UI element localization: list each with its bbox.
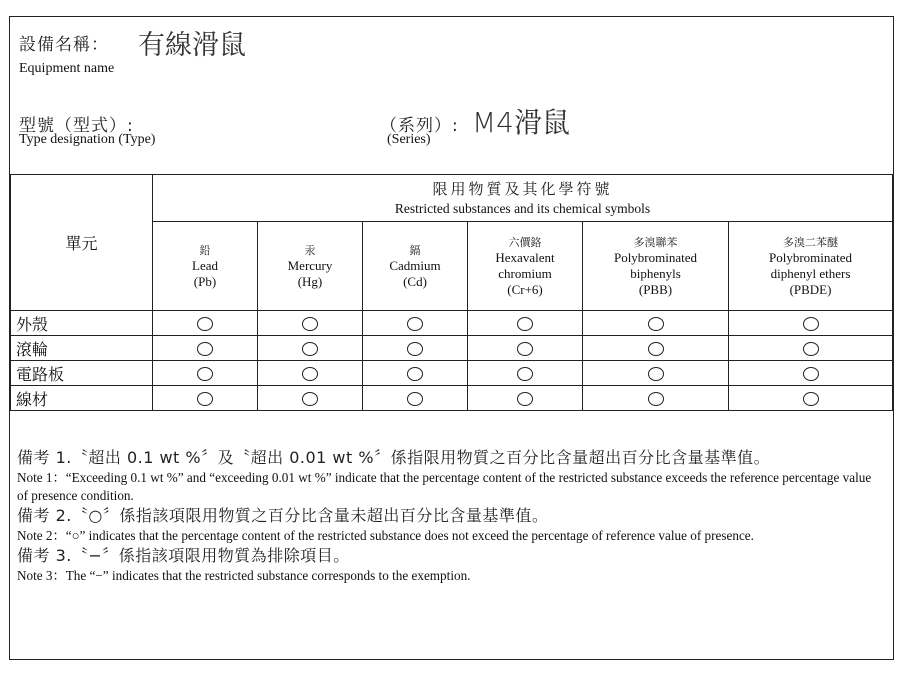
circle-mark-icon (517, 367, 533, 381)
substance-header-lead (153, 222, 258, 311)
pbb-en-2: biphenyls (630, 265, 681, 281)
substance-cell (583, 386, 729, 411)
circle-mark-icon (648, 342, 664, 356)
unit-name: 線材 (11, 386, 153, 411)
pbb-en-1: Polybrominated (613, 249, 698, 265)
substance-cell (583, 311, 729, 336)
circle-mark-icon (302, 317, 318, 331)
substance-cell (258, 311, 363, 336)
substance-cell (729, 361, 893, 386)
type-designation-label-zh: 型號（型式）: (19, 116, 134, 136)
circle-mark-icon (407, 342, 423, 356)
cadmium-symbol: (Cd) (403, 273, 427, 289)
unit-name: 滾輪 (11, 336, 153, 361)
substance-cell (468, 311, 583, 336)
cadmium-en: Cadmium (389, 257, 441, 273)
chromium-zh: 六價鉻 (508, 235, 542, 249)
circle-mark-icon (197, 392, 213, 406)
circle-mark-icon (648, 367, 664, 381)
substance-cell (153, 336, 258, 361)
note3-en: Note 3：The “−” indicates that the restricted substance corresponds to the exemption. (17, 568, 471, 583)
pbde-symbol: (PBDE) (789, 281, 832, 297)
substance-rows (11, 311, 893, 411)
substance-cell (258, 361, 363, 386)
chromium-en-2: chromium (498, 265, 552, 281)
circle-mark-icon (517, 342, 533, 356)
equipment-name-value: 有線滑鼠 (138, 30, 246, 61)
substance-cell (583, 361, 729, 386)
equipment-name-label-zh: 設備名稱： (19, 35, 109, 55)
substance-header-chromium (468, 222, 583, 311)
substance-cell (363, 361, 468, 386)
circle-mark-icon (197, 367, 213, 381)
unit-name: 外殼 (11, 311, 153, 336)
table-row (11, 311, 893, 336)
substance-cell (363, 336, 468, 361)
chromium-symbol: (Cr+6) (507, 281, 543, 297)
substance-cell (153, 311, 258, 336)
circle-mark-icon (302, 342, 318, 356)
lead-zh: 鉛 (199, 243, 211, 257)
circle-mark-icon (648, 317, 664, 331)
pbde-en-2: diphenyl ethers (770, 265, 851, 281)
note2-zh: 備考 2.〝○〞係指該項限用物質之百分比含量未超出百分比含量基準值。 (17, 506, 549, 525)
circle-mark-icon (803, 367, 819, 381)
substance-cell (468, 336, 583, 361)
series-label-zh: （系列）: (380, 116, 459, 136)
pbde-zh: 多溴二苯醚 (783, 235, 838, 249)
circle-mark-icon (407, 317, 423, 331)
circle-mark-icon (517, 317, 533, 331)
note3-zh: 備考 3.〝−〞係指該項限用物質為排除項目。 (17, 546, 350, 565)
substance-header-pbb (583, 222, 729, 311)
substance-cell (258, 336, 363, 361)
note1-zh: 備考 1.〝超出 0.1 wt %〞及〝超出 0.01 wt %〞係指限用物質之百分比含量超出百分比含量基準值。 (17, 448, 771, 467)
mercury-symbol: (Hg) (297, 273, 323, 289)
circle-mark-icon (648, 392, 664, 406)
substance-header-mercury (258, 222, 363, 311)
circle-mark-icon (197, 317, 213, 331)
unit-column-header: 單元 (11, 175, 153, 311)
lead-en: Lead (192, 257, 218, 273)
circle-mark-icon (517, 392, 533, 406)
chromium-en-1: Hexavalent (495, 249, 555, 265)
substance-cell (729, 336, 893, 361)
substance-cell (363, 311, 468, 336)
series-value: M4滑鼠 (472, 106, 570, 139)
table-row (11, 361, 893, 386)
note1-en: Note 1：“Exceeding 0.1 wt %” and “exceeding 0.01 wt %” indicate that the percentage content of the restricted substance exceeds the reference percentage value of presence condition. (17, 470, 872, 503)
table-row (11, 386, 893, 411)
substance-cell (468, 386, 583, 411)
substance-cell (153, 361, 258, 386)
restricted-substances-table (10, 174, 893, 411)
mercury-en: Mercury (287, 257, 333, 273)
pbde-en-1: Polybrominated (768, 249, 853, 265)
note2-en: Note 2：“○” indicates that the percentage content of the restricted substance does not exceed the percentage of reference value of presence. (17, 528, 754, 543)
substance-header-pbde (729, 222, 893, 311)
circle-mark-icon (407, 367, 423, 381)
circle-mark-icon (197, 342, 213, 356)
equipment-header (10, 17, 893, 175)
unit-name: 電路板 (11, 361, 153, 386)
cadmium-zh: 鎘 (409, 243, 421, 257)
table-row (11, 336, 893, 361)
substance-header-cadmium (363, 222, 468, 311)
circle-mark-icon (803, 342, 819, 356)
substance-cell (468, 361, 583, 386)
substance-cell (583, 336, 729, 361)
substance-cell (729, 311, 893, 336)
circle-mark-icon (302, 392, 318, 406)
group-header-zh: 限用物質及其化學符號 (432, 180, 613, 198)
pbb-zh: 多溴聯苯 (633, 235, 678, 249)
series-label-en: (Series) (387, 132, 431, 147)
substance-cell (363, 386, 468, 411)
substance-cell (729, 386, 893, 411)
substance-cell (153, 386, 258, 411)
substances-group-header (153, 175, 893, 222)
notes-section (10, 445, 893, 585)
lead-symbol: (Pb) (193, 273, 217, 289)
pbb-symbol: (PBB) (638, 281, 673, 297)
group-header-en: Restricted substances and its chemical symbols (394, 201, 651, 216)
circle-mark-icon (803, 317, 819, 331)
type-designation-label-en: Type designation (Type) (19, 132, 156, 147)
equipment-name-label-en: Equipment name (19, 61, 115, 76)
circle-mark-icon (407, 392, 423, 406)
mercury-zh: 汞 (304, 243, 316, 257)
circle-mark-icon (302, 367, 318, 381)
rohs-declaration-sheet (9, 16, 894, 660)
circle-mark-icon (803, 392, 819, 406)
substance-cell (258, 386, 363, 411)
